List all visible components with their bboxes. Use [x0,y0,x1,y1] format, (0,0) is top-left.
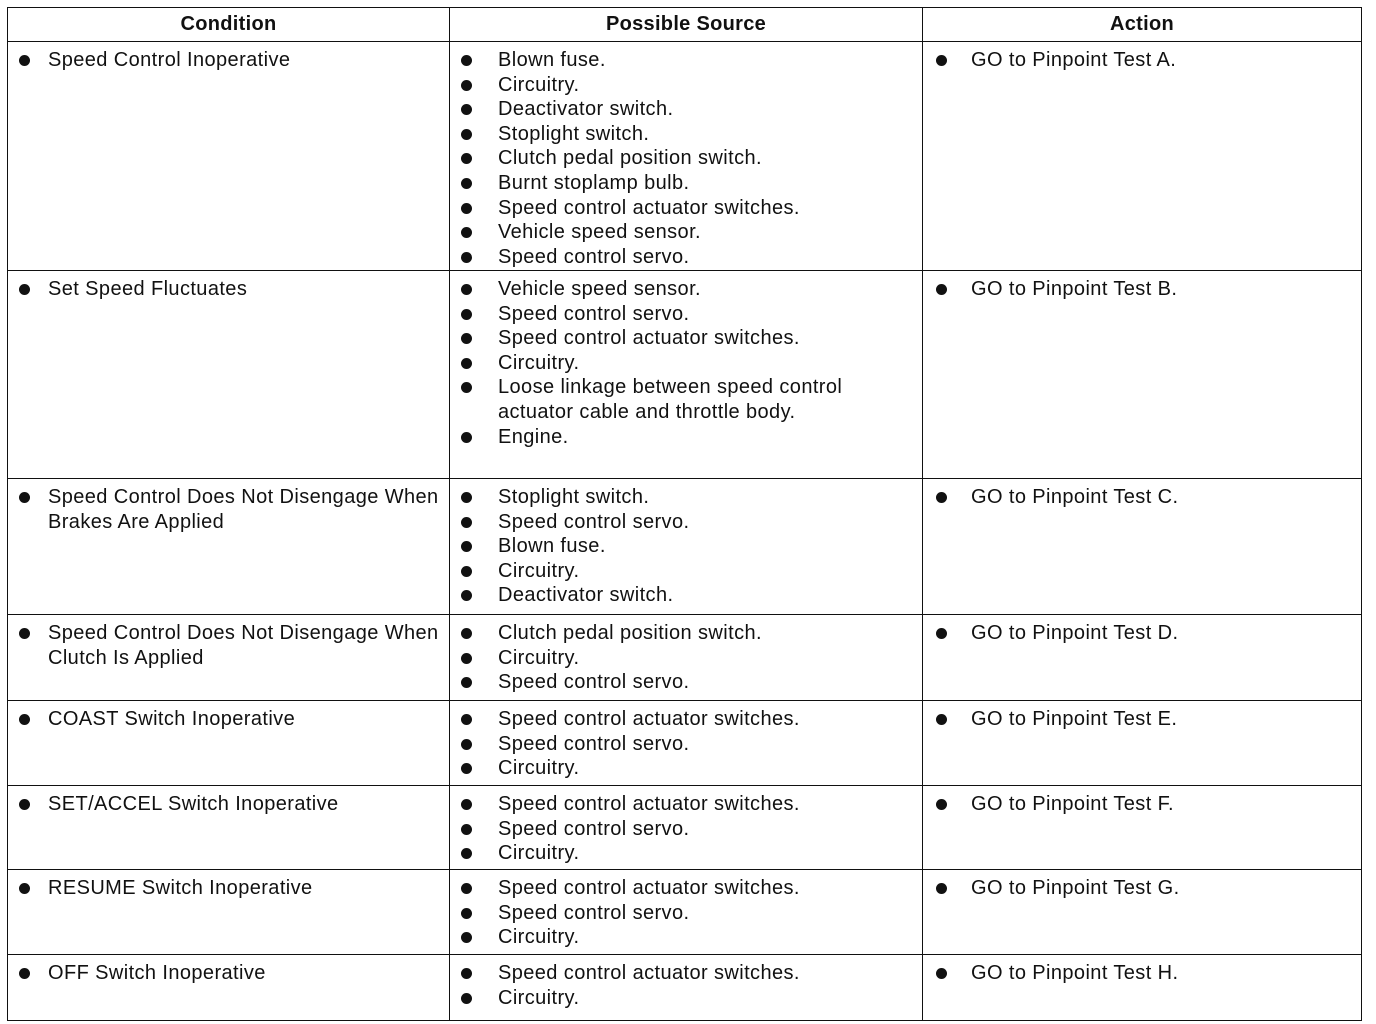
source-item [450,961,922,986]
condition-cell [8,701,450,786]
possible-source-cell [450,479,923,615]
bullet-icon [19,968,30,979]
source-item [450,583,922,608]
condition-item [8,48,449,73]
action-item-text: GO to Pinpoint Test C. [971,486,1179,508]
source-item [450,425,922,450]
condition-cell [8,955,450,1021]
condition-item-text: OFF Switch Inoperative [48,962,266,984]
action-item-text: GO to Pinpoint Test H. [971,962,1179,984]
source-item [450,277,922,302]
condition-item-text: Speed Control Does Not Disengage When Clutch Is Applied [48,622,439,669]
header-action: Action [923,8,1362,42]
source-item-text: Speed control servo. [498,302,690,325]
bullet-icon [461,153,472,164]
source-item [450,817,922,842]
bullet-icon [461,227,472,238]
action-item [923,707,1361,732]
source-item [450,841,922,866]
action-item-text: GO to Pinpoint Test E. [971,708,1178,730]
source-item-text: Burnt stoplamp bulb. [498,171,690,194]
bullet-icon [461,55,472,66]
source-item-text: Circuitry. [498,646,580,669]
bullet-icon [19,799,30,810]
bullet-icon [936,968,947,979]
source-item-text: Speed control actuator switches. [498,962,800,984]
source-item [450,48,922,73]
source-item-text: Circuitry. [498,842,580,865]
possible-source-cell [450,870,923,955]
bullet-icon [461,824,472,835]
source-item-text: Deactivator switch. [498,98,674,121]
bullet-icon [19,883,30,894]
action-item [923,621,1361,646]
source-item [450,302,922,327]
condition-cell [8,271,450,479]
bullet-icon [936,55,947,66]
possible-source-cell [450,271,923,479]
possible-source-cell [450,615,923,701]
source-item-text: Clutch pedal position switch. [498,147,762,170]
source-item-text: Circuitry. [498,757,580,780]
bullet-icon [19,714,30,725]
condition-cell [8,615,450,701]
source-item [450,122,922,147]
source-item [450,245,922,270]
source-item [450,756,922,781]
source-item-text: Blown fuse. [498,49,606,71]
bullet-icon [461,628,472,639]
bullet-icon [461,382,472,393]
source-item-text: Speed control servo. [498,901,690,924]
condition-item [8,485,449,534]
bullet-icon [19,55,30,66]
action-item [923,792,1361,817]
table-row [8,42,1362,271]
source-item [450,901,922,926]
source-item [450,925,922,950]
source-item-text: Vehicle speed sensor. [498,278,701,300]
source-item-text: Circuitry. [498,559,580,582]
action-item-text: GO to Pinpoint Test D. [971,622,1179,644]
condition-item [8,876,449,901]
source-item-text: Speed control actuator switches. [498,708,800,730]
bullet-icon [461,129,472,140]
action-item [923,961,1361,986]
action-item [923,876,1361,901]
source-item [450,146,922,171]
source-item-text: Speed control servo. [498,671,690,694]
possible-source-cell [450,955,923,1021]
source-item-text: Blown fuse. [498,535,606,558]
source-item [450,732,922,757]
source-item [450,485,922,510]
table-row [8,271,1362,479]
source-item [450,792,922,817]
bullet-icon [461,203,472,214]
action-cell [923,42,1362,271]
bullet-icon [461,932,472,943]
bullet-icon [461,590,472,601]
bullet-icon [461,739,472,750]
action-item [923,277,1361,302]
header-row [8,8,1362,42]
source-item-text: Circuitry. [498,351,580,374]
source-item-text: Clutch pedal position switch. [498,622,762,644]
bullet-icon [461,284,472,295]
condition-item-text: COAST Switch Inoperative [48,708,296,730]
table-row [8,870,1362,955]
bullet-icon [461,178,472,189]
bullet-icon [461,714,472,725]
source-item-text: Speed control actuator switches. [498,327,800,350]
source-item [450,646,922,671]
source-item-text: Deactivator switch. [498,584,674,607]
source-item [450,326,922,351]
table-body [8,42,1362,1021]
condition-item-text: Set Speed Fluctuates [48,278,248,300]
source-item-text: Stoplight switch. [498,122,650,145]
bullet-icon [461,653,472,664]
bullet-icon [461,848,472,859]
bullet-icon [936,714,947,725]
action-item [923,48,1361,73]
action-item [923,485,1361,510]
condition-cell [8,870,450,955]
bullet-icon [461,968,472,979]
bullet-icon [461,104,472,115]
condition-item [8,961,449,986]
action-item-text: GO to Pinpoint Test A. [971,49,1177,71]
bullet-icon [936,284,947,295]
bullet-icon [461,80,472,91]
source-item [450,510,922,535]
source-item-text: Speed control servo. [498,510,690,533]
condition-item [8,621,449,670]
condition-item [8,277,449,302]
condition-item-text: SET/ACCEL Switch Inoperative [48,793,339,815]
action-cell [923,479,1362,615]
source-item [450,534,922,559]
action-item-text: GO to Pinpoint Test G. [971,877,1180,899]
possible-source-cell [450,786,923,870]
condition-item-text: Speed Control Inoperative [48,49,291,71]
bullet-icon [461,432,472,443]
source-item [450,196,922,221]
condition-cell [8,786,450,870]
action-cell [923,955,1362,1021]
condition-cell [8,42,450,271]
bullet-icon [936,628,947,639]
condition-item-text: Speed Control Does Not Disengage When Brakes Are Applied [48,486,439,533]
source-item-text: Circuitry. [498,926,580,949]
source-item-text: Vehicle speed sensor. [498,221,701,244]
source-item-text: Speed control actuator switches. [498,196,800,219]
source-item [450,351,922,376]
bullet-icon [936,799,947,810]
header-condition: Condition [8,8,450,42]
source-item [450,220,922,245]
source-item-text: Speed control servo. [498,817,690,840]
source-item-text: Speed control servo. [498,732,690,755]
table-row [8,786,1362,870]
source-item-text: Circuitry. [498,73,580,96]
bullet-icon [461,993,472,1004]
source-item-text: Speed control actuator switches. [498,877,800,899]
source-item-text: Loose linkage between speed control actuator cable and throttle body. [498,376,843,423]
source-item [450,73,922,98]
source-item [450,97,922,122]
bullet-icon [19,628,30,639]
action-item-text: GO to Pinpoint Test B. [971,278,1178,300]
bullet-icon [936,492,947,503]
bullet-icon [461,677,472,688]
bullet-icon [461,358,472,369]
source-item [450,559,922,584]
source-item-text: Engine. [498,425,569,448]
possible-source-cell [450,42,923,271]
source-item-text: Stoplight switch. [498,486,650,508]
action-cell [923,701,1362,786]
bullet-icon [461,309,472,320]
bullet-icon [461,517,472,528]
bullet-icon [19,492,30,503]
action-cell [923,870,1362,955]
source-item [450,375,922,424]
condition-item-text: RESUME Switch Inoperative [48,877,313,899]
table-row [8,615,1362,701]
condition-cell [8,479,450,615]
table-row [8,955,1362,1021]
condition-item [8,707,449,732]
table-row [8,479,1362,615]
source-item [450,707,922,732]
bullet-icon [461,883,472,894]
bullet-icon [461,908,472,919]
action-cell [923,271,1362,479]
bullet-icon [461,566,472,577]
possible-source-cell [450,701,923,786]
source-item-text: Circuitry. [498,986,580,1009]
bullet-icon [461,799,472,810]
condition-item [8,792,449,817]
bullet-icon [461,763,472,774]
action-cell [923,786,1362,870]
source-item [450,670,922,695]
diagnosis-table [7,7,1362,1021]
bullet-icon [461,541,472,552]
bullet-icon [461,492,472,503]
source-item [450,876,922,901]
action-item-text: GO to Pinpoint Test F. [971,793,1174,815]
bullet-icon [936,883,947,894]
source-item [450,621,922,646]
action-cell [923,615,1362,701]
bullet-icon [461,252,472,263]
header-possible-source: Possible Source [450,8,923,42]
source-item [450,171,922,196]
bullet-icon [461,333,472,344]
bullet-icon [19,284,30,295]
source-item-text: Speed control actuator switches. [498,793,800,815]
source-item [450,986,922,1011]
table-row [8,701,1362,786]
source-item-text: Speed control servo. [498,245,690,268]
